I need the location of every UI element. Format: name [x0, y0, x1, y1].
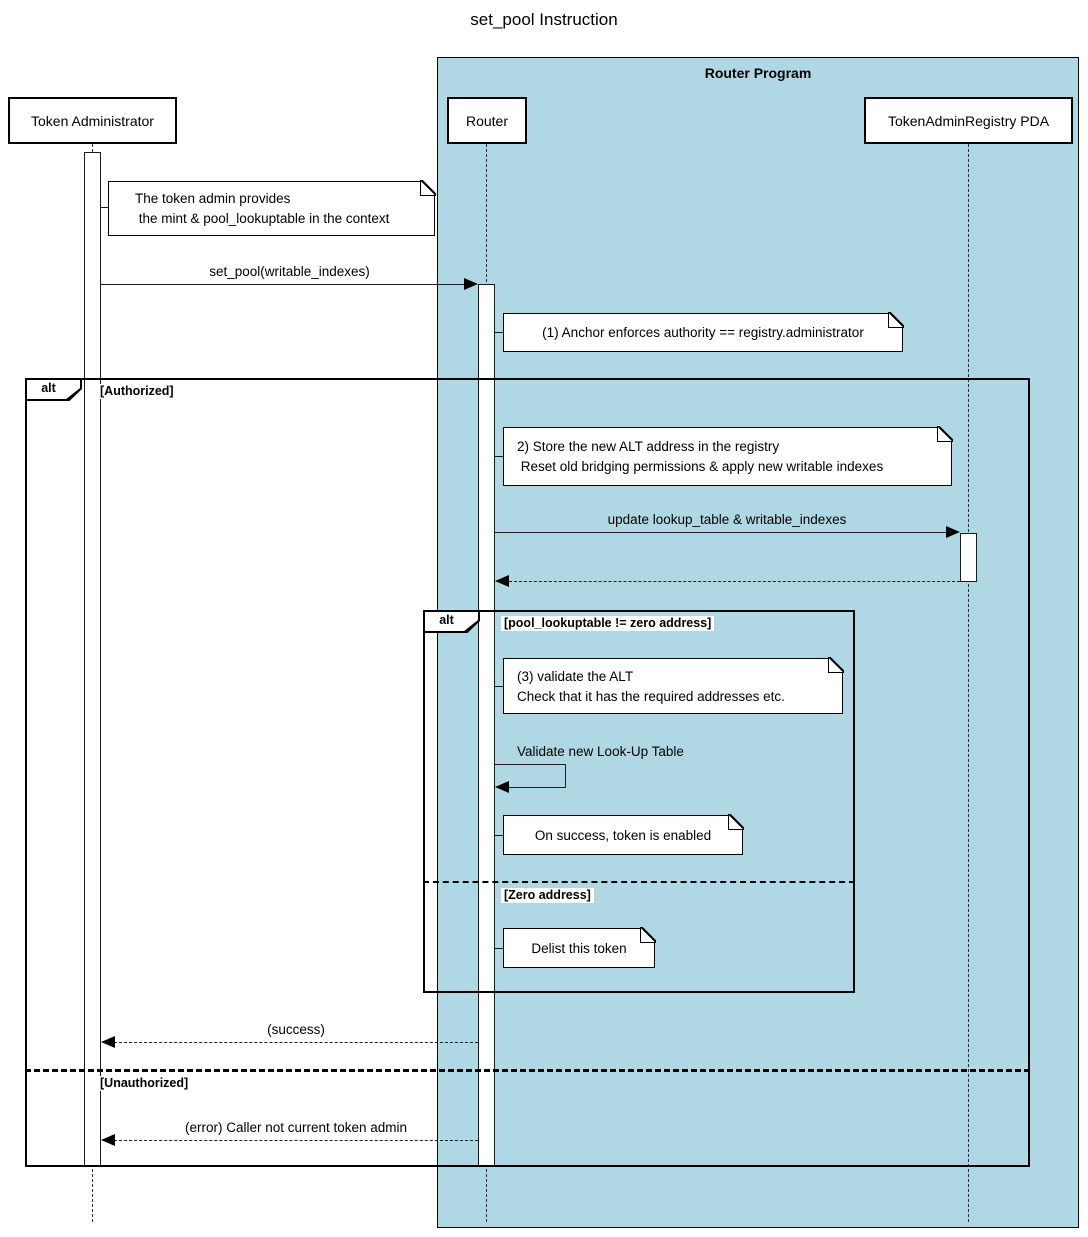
message-validate-lut-line-bottom — [509, 787, 566, 788]
participant-tokenadminregistry-pda — [864, 97, 1073, 144]
message-pda-return-line — [509, 581, 960, 582]
note-enabled-text: On success, token is enabled — [534, 827, 712, 843]
message-error-arrowhead — [101, 1134, 115, 1146]
message-validate-lut-line-top — [495, 764, 565, 765]
note-enabled-connector — [495, 835, 503, 836]
guard-authorized: [Authorized] — [97, 384, 177, 399]
note-anchor-text: (1) Anchor enforces authority == registry.administrator — [542, 325, 864, 340]
participant-router — [447, 97, 527, 144]
router-program-label: Router Program — [704, 65, 812, 81]
alt-frame-inner-operator — [423, 610, 480, 633]
note-delist-text: Delist this token — [531, 940, 627, 956]
participant-token-administrator — [8, 97, 177, 144]
note-context — [108, 181, 435, 236]
message-update-lookup-arrowhead — [946, 526, 960, 538]
participant-token-administrator-label: Token Administrator — [31, 112, 154, 129]
note-store-line1: 2) Store the new ALT address in the registry — [517, 439, 780, 454]
alt-frame-outer-operator — [25, 378, 82, 401]
message-update-lookup-label: update lookup_table & writable_indexes — [607, 512, 847, 527]
alt-operator-tag-text: alt — [41, 381, 56, 395]
alt-operator-tag-text: alt — [439, 613, 454, 627]
note-validate — [503, 658, 843, 714]
note-enabled — [503, 815, 743, 855]
participant-tokenadminregistry-pda-label: TokenAdminRegistry PDA — [887, 112, 1050, 129]
note-context-connector — [101, 207, 108, 208]
message-success-label: (success) — [267, 1022, 325, 1037]
note-store-connector — [495, 456, 503, 457]
note-context-line2: the mint & pool_lookuptable in the context — [135, 211, 390, 226]
message-set-pool-arrowhead — [464, 278, 478, 290]
note-validate-line2: Check that it has the required addresses etc. — [517, 689, 785, 704]
message-pda-return-arrowhead — [495, 575, 509, 587]
message-set-pool-line — [101, 284, 466, 285]
message-update-lookup-line — [495, 532, 947, 533]
participant-router-label: Router — [465, 112, 509, 129]
message-error-label: (error) Caller not current token admin — [184, 1120, 408, 1135]
note-anchor-connector — [495, 332, 503, 333]
guard-pool-lookuptable-not-zero: [pool_lookuptable != zero address] — [501, 616, 714, 631]
message-validate-lut-label: Validate new Look-Up Table — [517, 744, 684, 759]
alt-frame-inner-divider — [423, 881, 855, 883]
guard-unauthorized: [Unauthorized] — [97, 1076, 191, 1091]
note-anchor — [503, 313, 903, 352]
message-validate-lut-line-right — [565, 764, 566, 787]
message-success-line — [114, 1042, 478, 1043]
note-store — [503, 427, 952, 486]
guard-zero-address: [Zero address] — [501, 888, 594, 903]
note-validate-line1: (3) validate the ALT — [517, 669, 634, 684]
message-validate-lut-arrowhead — [495, 781, 509, 793]
alt-frame-outer-divider — [25, 1069, 1030, 1072]
note-delist — [503, 928, 655, 968]
message-success-arrowhead — [101, 1036, 115, 1048]
message-error-line — [114, 1140, 478, 1141]
note-validate-connector — [495, 686, 503, 687]
message-set-pool-label: set_pool(writable_indexes) — [209, 264, 370, 279]
note-store-line2: Reset old bridging permissions & apply new writable indexes — [517, 459, 884, 474]
diagram-title: set_pool Instruction — [470, 10, 618, 29]
note-delist-connector — [495, 948, 503, 949]
note-context-line1: The token admin provides — [135, 191, 291, 206]
